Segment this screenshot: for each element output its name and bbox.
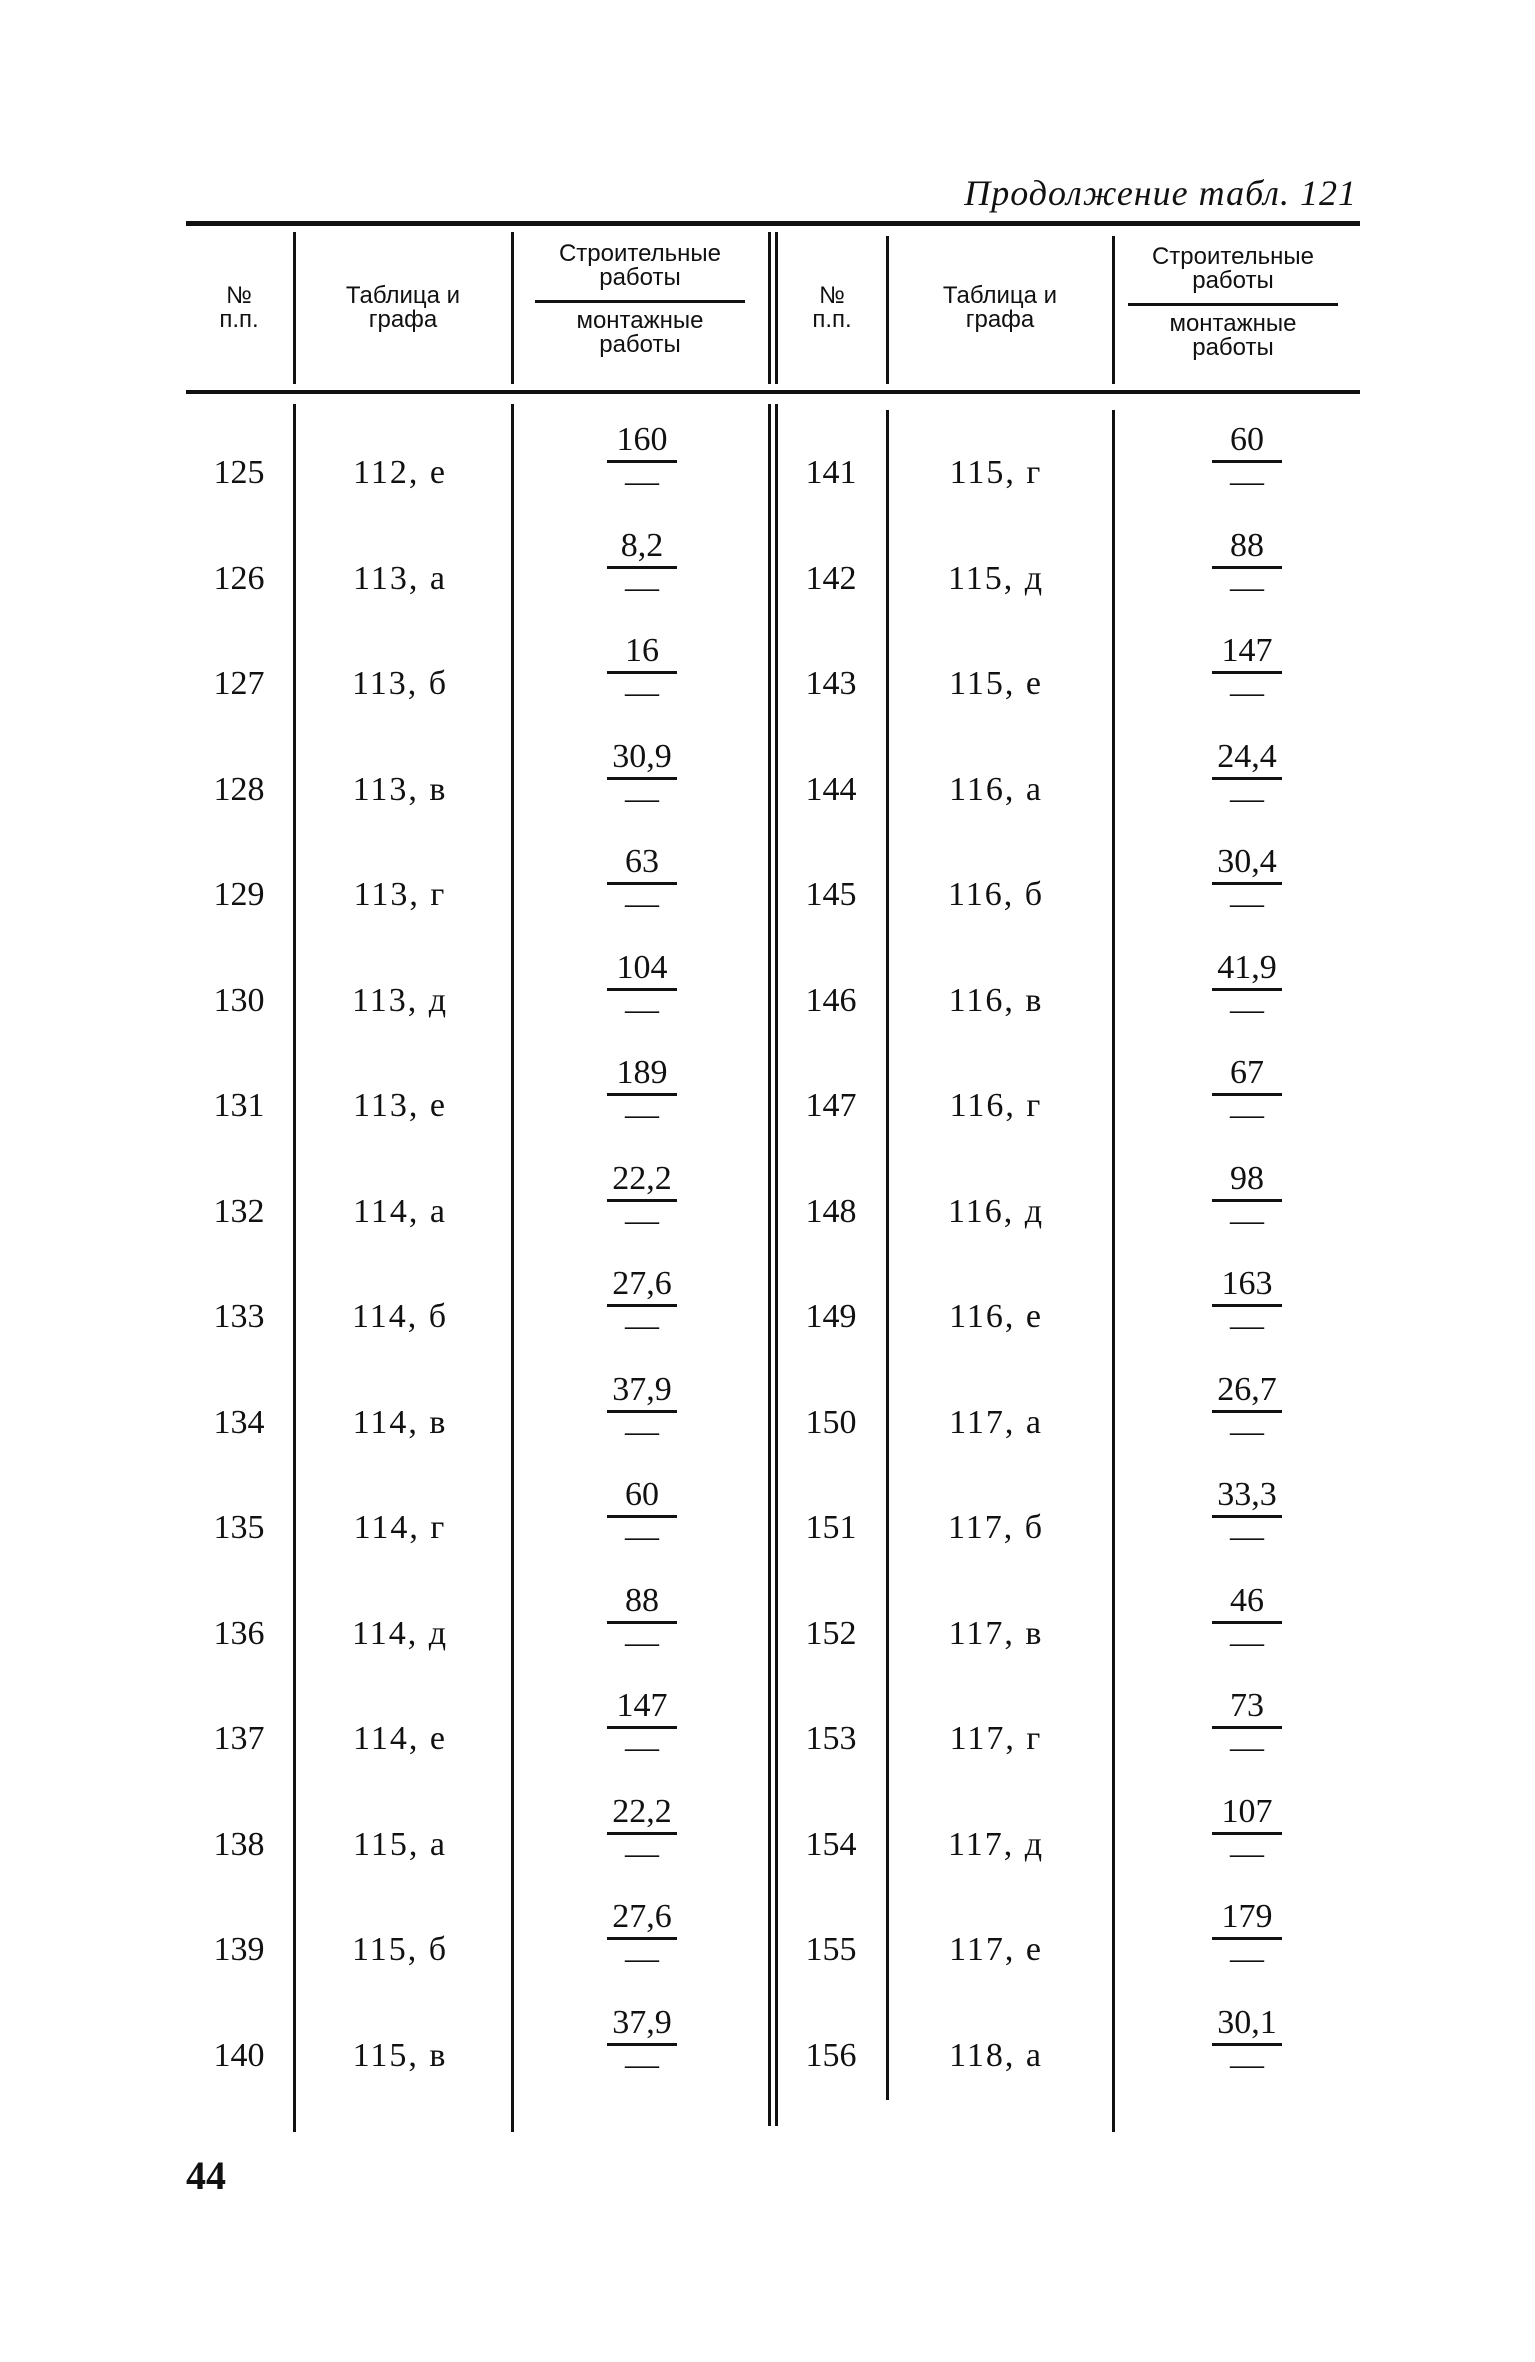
work-value-fraction [1187,2005,1307,2082]
table-row [0,1581,1535,1687]
work-value-fraction [582,950,702,1027]
table-and-column-ref: 115, б [351,1931,449,1968]
construction-work-value: 22,2 [612,1159,672,1197]
work-value-fraction [1187,1372,1307,1449]
table-row [0,1053,1535,1159]
construction-work-value: 88 [1230,526,1264,564]
work-value-fraction [582,1372,702,1449]
work-value-fraction [1187,1794,1307,1871]
work-value-fraction [582,739,702,816]
assembly-work-value: — [1230,1518,1264,1555]
table-row [0,631,1535,737]
assembly-work-value: — [1230,1096,1264,1133]
work-value-fraction [1187,1899,1307,1976]
assembly-work-value: — [625,990,659,1028]
row-number: 134 [213,1403,265,1441]
row-number: 153 [805,1720,857,1757]
table-row [0,1370,1535,1476]
construction-work-value: 60 [1230,421,1264,458]
construction-work-value: 160 [616,421,668,458]
work-value-fraction [1187,1055,1307,1132]
construction-work-value: 107 [1221,1792,1273,1830]
table-row [0,2003,1535,2109]
construction-work-value: 98 [1230,1159,1264,1197]
table-and-column-ref: 114, г [353,1509,447,1546]
work-value-fraction [1187,1266,1307,1343]
row-number: 148 [805,1192,857,1230]
row-number: 147 [805,1087,857,1124]
row-number: 143 [805,665,857,702]
work-value-fraction [1187,739,1307,816]
work-value-fraction [1187,633,1307,710]
work-value-fraction [582,1477,702,1554]
construction-work-value: 104 [616,948,668,986]
header-divider [511,232,514,384]
construction-work-value: 26,7 [1217,1370,1277,1408]
header-work-fraction-right: Строительные работы монтажные работы [1128,245,1338,360]
table-and-column-ref: 115, а [353,1825,447,1863]
construction-work-value: 16 [625,632,659,669]
assembly-work-value: — [625,2045,659,2083]
construction-work-value: 46 [1230,1581,1264,1619]
assembly-work-value: — [1230,2045,1264,2083]
construction-work-value: 30,4 [1217,843,1277,880]
table-and-column-ref: 118, а [949,2036,1043,2074]
table-and-column-ref: 117, в [948,1614,1044,1652]
assembly-work-value: — [1230,1940,1264,1977]
assembly-work-value: — [1230,1307,1264,1344]
table-row [0,1159,1535,1265]
assembly-work-value: — [625,1834,659,1872]
assembly-work-value: — [1230,1201,1264,1239]
construction-work-value: 147 [616,1687,668,1724]
table-and-column-ref: 114, б [351,1298,449,1335]
row-number: 152 [805,1614,857,1652]
work-value-fraction [582,2005,702,2082]
table-and-column-ref: 116, в [948,981,1044,1019]
assembly-work-value: — [1230,1834,1264,1872]
table-and-column-ref: 113, б [351,665,449,702]
work-value-fraction [582,1583,702,1660]
table-and-column-ref: 117, е [949,1931,1043,1968]
work-value-fraction [1187,950,1307,1027]
table-row [0,1897,1535,2003]
construction-work-value: 27,6 [612,1265,672,1302]
row-number: 142 [805,559,857,597]
work-value-fraction [582,1055,702,1132]
work-value-fraction [582,1688,702,1765]
assembly-work-value: — [625,1307,659,1344]
row-number: 144 [805,770,857,808]
construction-work-value: 147 [1221,632,1273,669]
row-number: 137 [213,1720,265,1757]
work-value-fraction [1187,1161,1307,1238]
header-table-column-right: Таблица и графа [942,282,1058,333]
row-number: 129 [213,876,265,913]
row-number: 141 [805,454,857,491]
row-number: 140 [213,2036,265,2074]
construction-work-value: 179 [1221,1898,1273,1935]
work-value-fraction [1187,1477,1307,1554]
work-value-fraction [582,1794,702,1871]
assembly-work-value: — [1230,779,1264,817]
assembly-work-value: — [1230,1623,1264,1661]
table-and-column-ref: 116, б [947,876,1045,913]
work-value-fraction [1187,1688,1307,1765]
row-number: 139 [213,1931,265,1968]
table-row [0,420,1535,526]
table-and-column-ref: 113, а [353,559,447,597]
table-row [0,948,1535,1054]
assembly-work-value: — [1230,463,1264,500]
row-number: 136 [213,1614,265,1652]
assembly-work-value: — [1230,568,1264,606]
assembly-work-value: — [1230,1412,1264,1450]
construction-work-value: 24,4 [1217,737,1277,775]
work-value-fraction [582,1161,702,1238]
assembly-work-value: — [625,1729,659,1766]
table-row [0,1264,1535,1370]
row-number: 131 [213,1087,265,1124]
row-number: 149 [805,1298,857,1335]
table-and-column-ref: 117, д [947,1825,1045,1863]
assembly-work-value: — [625,463,659,500]
work-value-fraction [1187,422,1307,499]
table-and-column-ref: 114, д [351,1614,449,1652]
table-row [0,1792,1535,1898]
work-value-fraction [582,422,702,499]
header-work-fraction: Строительные работы монтажные работы [535,242,745,357]
header-no-right: № п.п. [812,282,852,333]
table-and-column-ref: 112, е [353,454,447,491]
work-value-fraction [582,844,702,921]
work-value-fraction [582,1899,702,1976]
row-number: 151 [805,1509,857,1546]
assembly-work-value: — [625,1201,659,1239]
header-no: № п.п. [219,282,259,333]
page-number: 44 [186,2153,226,2198]
header-divider [1112,236,1115,384]
header-rule [186,390,1360,394]
table-and-column-ref: 113, г [353,876,447,913]
top-rule [186,221,1360,226]
assembly-work-value: — [625,1940,659,1977]
assembly-work-value: — [1230,1729,1264,1766]
work-value-fraction [1187,1583,1307,1660]
work-value-fraction [582,633,702,710]
construction-work-value: 37,9 [612,1370,672,1408]
assembly-work-value: — [1230,674,1264,711]
assembly-work-value: — [625,1412,659,1450]
construction-work-value: 8,2 [620,526,664,564]
assembly-work-value: — [625,674,659,711]
table-row [0,842,1535,948]
assembly-work-value: — [625,568,659,606]
construction-work-value: 60 [625,1476,659,1513]
assembly-work-value: — [625,779,659,817]
construction-work-value: 37,9 [612,2003,672,2041]
construction-work-value: 30,9 [612,737,672,775]
header-double-divider [768,232,778,384]
construction-work-value: 22,2 [612,1792,672,1830]
row-number: 156 [805,2036,857,2074]
row-number: 126 [213,559,265,597]
table-and-column-ref: 117, б [947,1509,1045,1546]
table-and-column-ref: 116, е [949,1298,1043,1335]
table-row [0,526,1535,632]
table-and-column-ref: 115, в [352,2036,448,2074]
row-number: 125 [213,454,265,491]
construction-work-value: 67 [1230,1054,1264,1091]
header-table-column: Таблица и графа [345,282,461,333]
row-number: 135 [213,1509,265,1546]
construction-work-value: 73 [1230,1687,1264,1724]
table-and-column-ref: 116, а [949,770,1043,808]
table-and-column-ref: 114, в [352,1403,448,1441]
table-and-column-ref: 116, д [947,1192,1045,1230]
table-caption: Продолжение табл. 121 [964,173,1357,213]
row-number: 133 [213,1298,265,1335]
table-and-column-ref: 114, а [353,1192,447,1230]
row-number: 127 [213,665,265,702]
table-and-column-ref: 115, г [949,454,1043,491]
table-and-column-ref: 113, д [351,981,449,1019]
table-row [0,1686,1535,1792]
table-and-column-ref: 115, д [947,559,1045,597]
row-number: 138 [213,1825,265,1863]
table-and-column-ref: 113, е [353,1087,447,1124]
table-and-column-ref: 117, а [949,1403,1043,1441]
assembly-work-value: — [625,1096,659,1133]
work-value-fraction [582,1266,702,1343]
assembly-work-value: — [625,1518,659,1555]
table-and-column-ref: 116, г [949,1087,1043,1124]
assembly-work-value: — [1230,990,1264,1028]
construction-work-value: 88 [625,1581,659,1619]
table-and-column-ref: 114, е [353,1720,447,1757]
table-and-column-ref: 115, е [949,665,1043,702]
construction-work-value: 63 [625,843,659,880]
assembly-work-value: — [625,1623,659,1661]
construction-work-value: 33,3 [1217,1476,1277,1513]
assembly-work-value: — [625,885,659,922]
row-number: 146 [805,981,857,1019]
table-row [0,737,1535,843]
work-value-fraction [1187,528,1307,605]
construction-work-value: 30,1 [1217,2003,1277,2041]
construction-work-value: 163 [1221,1265,1273,1302]
row-number: 132 [213,1192,265,1230]
assembly-work-value: — [1230,885,1264,922]
row-number: 155 [805,1931,857,1968]
work-value-fraction [1187,844,1307,921]
table-row [0,1475,1535,1581]
row-number: 128 [213,770,265,808]
work-value-fraction [582,528,702,605]
row-number: 145 [805,876,857,913]
row-number: 150 [805,1403,857,1441]
construction-work-value: 27,6 [612,1898,672,1935]
construction-work-value: 41,9 [1217,948,1277,986]
construction-work-value: 189 [616,1054,668,1091]
row-number: 130 [213,981,265,1019]
table-and-column-ref: 113, в [352,770,448,808]
row-number: 154 [805,1825,857,1863]
table-and-column-ref: 117, г [949,1720,1043,1757]
